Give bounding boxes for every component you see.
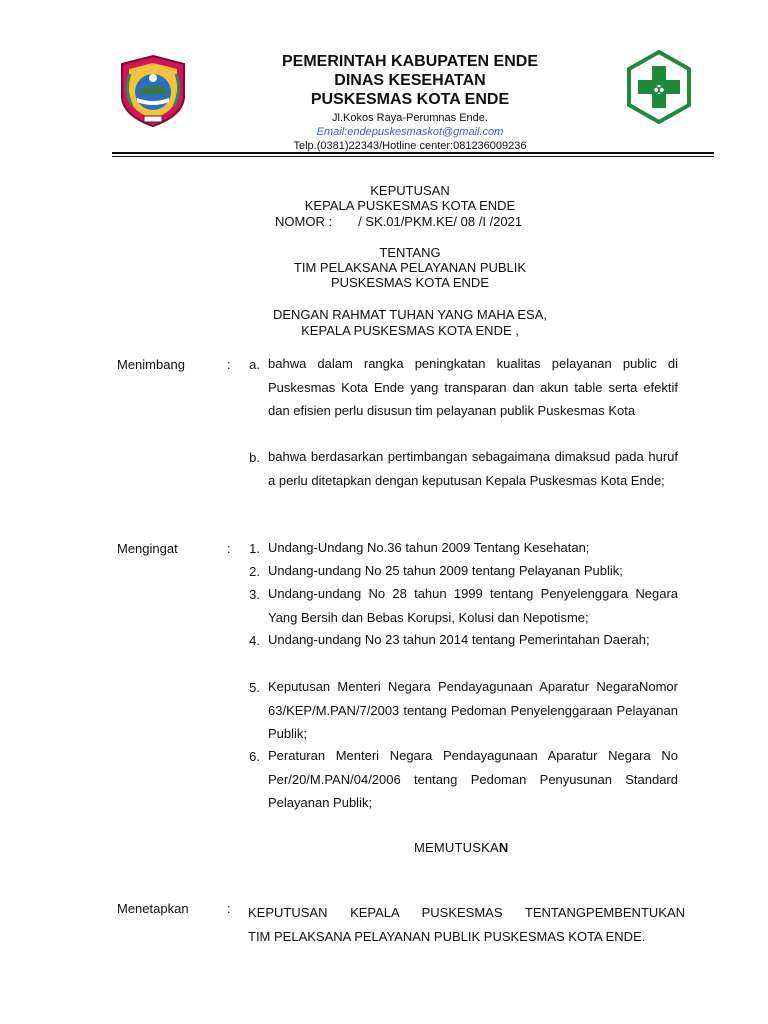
mengingat-item-2: Undang-undang No 25 tahun 2009 tentang Pelayanan Publik; bbox=[268, 563, 623, 578]
menimbang-label: Menimbang bbox=[117, 357, 185, 372]
title-keputusan: KEPUTUSAN bbox=[370, 183, 450, 198]
mengingat-item-1: Undang-Undang No.36 tahun 2009 Tentang Kesehatan; bbox=[268, 540, 590, 555]
menetapkan-label: Menetapkan bbox=[117, 901, 189, 916]
menimbang-marker-b: b. bbox=[249, 450, 260, 465]
title-subject-1: TIM PELAKSANA PELAYANAN PUBLIK bbox=[293, 260, 527, 275]
mengingat-marker-6: 6. bbox=[249, 749, 260, 764]
letterhead-puskesmas: PUSKESMAS KOTA ENDE bbox=[310, 91, 510, 108]
mengingat-marker-4: 4. bbox=[249, 633, 260, 648]
title-kepala: KEPALA PUSKESMAS KOTA ENDE bbox=[304, 198, 516, 213]
decree-number-value: / SK.01/PKM.KE/ 08 /I /2021 bbox=[358, 214, 523, 229]
mengingat-label: Mengingat bbox=[117, 541, 178, 556]
letterhead-address: Jl.Kokos Raya-Perumnas Ende. bbox=[332, 112, 488, 124]
letterhead bbox=[180, 52, 640, 153]
rahmat-line: DENGAN RAHMAT TUHAN YANG MAHA ESA, bbox=[272, 307, 547, 322]
menetapkan-text bbox=[248, 901, 685, 948]
mengingat-item-3: Undang-undang No 28 tahun 1999 tentang Penyelenggara Negara Yang Bersih dan Bebas Korupsi, Kolusi dan Nepotisme; bbox=[268, 586, 678, 625]
menimbang-marker-a: a. bbox=[249, 357, 260, 372]
mengingat-colon: : bbox=[227, 541, 231, 556]
title-tentang: TENTANG bbox=[379, 245, 441, 260]
memutuskan-last-letter: N bbox=[498, 840, 509, 855]
mengingat-marker-3: 3. bbox=[249, 587, 260, 602]
memutuskan-heading bbox=[414, 840, 508, 855]
menetapkan-line-2: TIM PELAKSANA PELAYANAN PUBLIK PUSKESMAS KOTA ENDE. bbox=[248, 928, 646, 944]
menimbang-colon: : bbox=[227, 357, 231, 372]
mengingat-item-4: Undang-undang No 23 tahun 2014 tentang Pemerintahan Daerah; bbox=[268, 632, 650, 647]
menimbang-item-b: bahwa berdasarkan pertimbangan sebagaimana dimaksud pada huruf a perlu ditetapkan dengan keputusan Kepala Puskesmas Kota Ende; bbox=[268, 449, 678, 488]
kepala-line: KEPALA PUSKESMAS KOTA ENDE , bbox=[301, 323, 519, 338]
letterhead-rule-thin bbox=[112, 156, 714, 157]
title-subject-2: PUSKESMAS KOTA ENDE bbox=[331, 275, 489, 290]
decree-number bbox=[275, 214, 522, 229]
menimbang-item-a: bahwa dalam rangka peningkatan kualitas pelayanan public di Puskesmas Kota Ende yang transparan dan akun table serta efektif dan efisien perlu disusun tim pelayanan publik Puskesmas Kota bbox=[268, 356, 678, 418]
mengingat-item-5: Keputusan Menteri Negara Pendayagunaan Aparatur NegaraNomor 63/KEP/M.PAN/7/2003 tentang Pedoman Penyelenggaraan Pelayanan Publik; bbox=[268, 679, 678, 741]
mengingat-marker-5: 5. bbox=[249, 680, 260, 695]
letterhead-department: DINAS KESEHATAN bbox=[334, 72, 486, 89]
letterhead-telp: Telp.(0381)22343/Hotline center:081236009236 bbox=[293, 140, 527, 152]
letterhead-government: PEMERINTAH KABUPATEN ENDE bbox=[281, 53, 538, 70]
menetapkan-colon: : bbox=[227, 901, 231, 916]
memutuskan-text: MEMUTUSKA bbox=[414, 840, 499, 855]
menetapkan-line-1: KEPUTUSAN KEPALA PUSKESMAS TENTANGPEMBENTUKAN bbox=[248, 905, 685, 920]
mengingat-marker-2: 2. bbox=[249, 564, 260, 579]
decree-number-label: NOMOR : bbox=[275, 214, 333, 229]
mengingat-marker-1: 1. bbox=[249, 541, 260, 556]
letterhead-email[interactable]: Email:endepuskesmaskot@gmail.com bbox=[316, 126, 504, 138]
ende-regency-emblem-icon bbox=[116, 54, 190, 128]
letterhead-rule-thick bbox=[112, 152, 714, 154]
mengingat-item-6: Peraturan Menteri Negara Pendayagunaan Aparatur Negara No Per/20/M.PAN/04/2006 tentang Pedoman Penyusunan Standard Pelayanan Publik; bbox=[268, 748, 678, 810]
